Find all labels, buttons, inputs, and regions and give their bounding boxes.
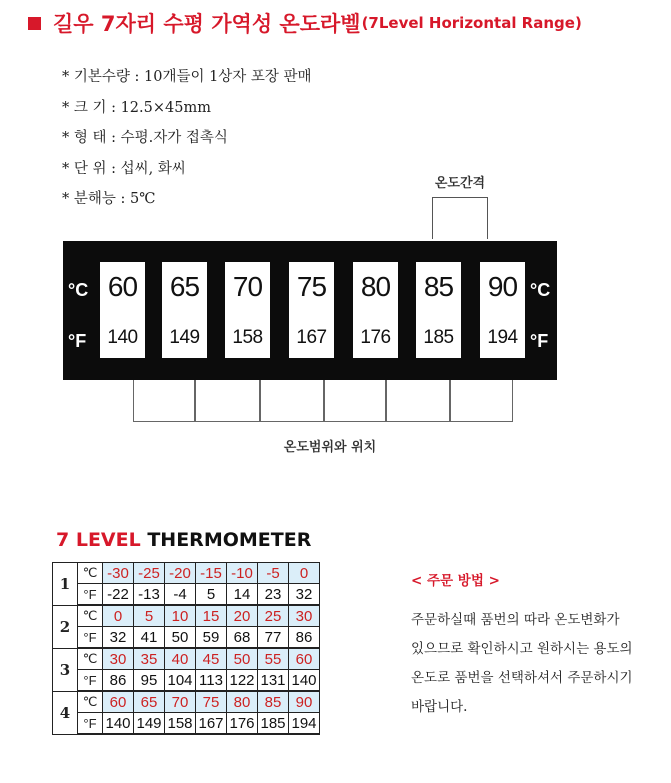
unit-f: °F (78, 713, 103, 735)
value-f: 32 (289, 584, 320, 606)
table-row (53, 670, 320, 692)
value-c: 10 (165, 605, 196, 627)
spacing-bracket (432, 197, 488, 239)
title-sub: (7Level Horizontal Range) (361, 14, 582, 32)
value-c: 20 (227, 605, 258, 627)
value-f: 23 (258, 584, 289, 606)
value-f: 140 (103, 713, 134, 735)
value-c: 0 (103, 605, 134, 627)
table-row (53, 563, 320, 584)
label-cell (289, 262, 334, 358)
table-row (53, 584, 320, 606)
cell-fahrenheit: 194 (487, 327, 518, 348)
unit-c: ℃ (78, 605, 103, 627)
row-number: 3 (53, 648, 78, 691)
cell-celsius: 90 (487, 271, 518, 302)
value-f: 194 (289, 713, 320, 735)
value-f: 32 (103, 627, 134, 649)
value-c: -5 (258, 563, 289, 584)
unit-fahrenheit-right: °F (530, 331, 549, 351)
spec-resolution: * 분해능 : 5℃ (62, 191, 156, 207)
order-instructions (411, 606, 661, 722)
spec-type: * 형 태 : 수평.자가 접촉식 (62, 130, 228, 146)
cell-celsius: 80 (360, 271, 391, 302)
value-c: -20 (165, 563, 196, 584)
bullet-square-icon (28, 17, 41, 30)
temperature-label-strip (63, 241, 557, 380)
value-c: 65 (134, 691, 165, 713)
value-c: 45 (196, 648, 227, 670)
row-number: 2 (53, 605, 78, 648)
range-tick (194, 380, 196, 422)
order-title: < 주문 방법 > (411, 573, 500, 589)
value-c: 30 (103, 648, 134, 670)
label-cell (480, 262, 525, 358)
cell-fahrenheit: 185 (423, 327, 454, 348)
heading-thermometer: THERMOMETER (147, 529, 312, 551)
cell-fahrenheit: 167 (296, 327, 327, 348)
label-cell (353, 262, 398, 358)
value-c: 35 (134, 648, 165, 670)
value-f: -22 (103, 584, 134, 606)
order-line: 주문하실때 품번의 따라 온도변화가 (411, 612, 620, 628)
unit-c: ℃ (78, 691, 103, 713)
cell-celsius: 60 (107, 271, 138, 302)
unit-f: °F (78, 584, 103, 606)
unit-celsius-right: °C (530, 280, 551, 300)
unit-c: ℃ (78, 648, 103, 670)
cell-celsius: 70 (232, 271, 263, 302)
value-c: -10 (227, 563, 258, 584)
value-c: 50 (227, 648, 258, 670)
thermometer-heading (56, 529, 311, 551)
value-f: 95 (134, 670, 165, 692)
value-f: 104 (165, 670, 196, 692)
table-row (53, 648, 320, 670)
value-f: 149 (134, 713, 165, 735)
row-number: 1 (53, 563, 78, 606)
value-c: 60 (289, 648, 320, 670)
value-f: 59 (196, 627, 227, 649)
cell-fahrenheit: 149 (169, 327, 200, 348)
value-f: -4 (165, 584, 196, 606)
value-f: 122 (227, 670, 258, 692)
spec-unit: * 단 위 : 섭씨, 화씨 (62, 160, 186, 177)
table-row (53, 627, 320, 649)
value-f: 167 (196, 713, 227, 735)
label-cell (162, 262, 207, 358)
spacing-label: 온도간격 (434, 176, 486, 191)
order-line: 온도로 품번을 선택하셔서 주문하시기 (411, 670, 633, 686)
range-tick (259, 380, 261, 422)
unit-fahrenheit-left: °F (68, 331, 87, 351)
value-f: 86 (103, 670, 134, 692)
value-c: 70 (165, 691, 196, 713)
value-c: 80 (227, 691, 258, 713)
spec-quantity: * 기본수량 : 10개들이 1상자 포장 판매 (62, 69, 312, 85)
value-f: 50 (165, 627, 196, 649)
value-f: 86 (289, 627, 320, 649)
value-f: 131 (258, 670, 289, 692)
unit-f: °F (78, 627, 103, 649)
value-c: 40 (165, 648, 196, 670)
value-c: 25 (258, 605, 289, 627)
spec-size: * 크 기 : 12.5×45mm (62, 99, 211, 116)
value-c: 85 (258, 691, 289, 713)
range-label: 온도범위와 위치 (283, 440, 377, 455)
value-c: -25 (134, 563, 165, 584)
value-c: 5 (134, 605, 165, 627)
heading-level: 7 LEVEL (56, 529, 141, 551)
value-f: 68 (227, 627, 258, 649)
value-c: 75 (196, 691, 227, 713)
table-row (53, 691, 320, 713)
value-c: -15 (196, 563, 227, 584)
value-f: 185 (258, 713, 289, 735)
cell-fahrenheit: 140 (107, 327, 138, 348)
cell-celsius: 75 (296, 271, 327, 302)
order-line: 바랍니다. (411, 699, 468, 715)
value-f: -13 (134, 584, 165, 606)
order-line: 있으므로 확인하시고 원하시는 용도의 (411, 641, 633, 657)
value-c: 90 (289, 691, 320, 713)
value-c: -30 (103, 563, 134, 584)
thermometer-table (52, 562, 320, 735)
range-tick (385, 380, 387, 422)
value-f: 77 (258, 627, 289, 649)
cell-celsius: 85 (423, 271, 454, 302)
cell-fahrenheit: 158 (232, 327, 263, 348)
title-main: 길우 7자리 수평 가역성 온도라벨 (53, 12, 361, 36)
spec-list (62, 62, 312, 215)
range-tick (449, 380, 451, 422)
unit-c: ℃ (78, 563, 103, 584)
cell-celsius: 65 (169, 271, 200, 302)
cell-fahrenheit: 176 (360, 327, 391, 348)
value-f: 5 (196, 584, 227, 606)
value-f: 176 (227, 713, 258, 735)
value-c: 15 (196, 605, 227, 627)
value-c: 0 (289, 563, 320, 584)
value-f: 41 (134, 627, 165, 649)
table-row (53, 605, 320, 627)
value-f: 113 (196, 670, 227, 692)
label-cell (416, 262, 461, 358)
label-cell (100, 262, 145, 358)
value-c: 55 (258, 648, 289, 670)
range-tick (323, 380, 325, 422)
page-title (28, 8, 582, 38)
value-f: 140 (289, 670, 320, 692)
value-c: 60 (103, 691, 134, 713)
table-row (53, 713, 320, 735)
row-number: 4 (53, 691, 78, 734)
unit-f: °F (78, 670, 103, 692)
value-f: 158 (165, 713, 196, 735)
value-c: 30 (289, 605, 320, 627)
value-f: 14 (227, 584, 258, 606)
unit-celsius-left: °C (68, 280, 89, 300)
label-cell (225, 262, 270, 358)
